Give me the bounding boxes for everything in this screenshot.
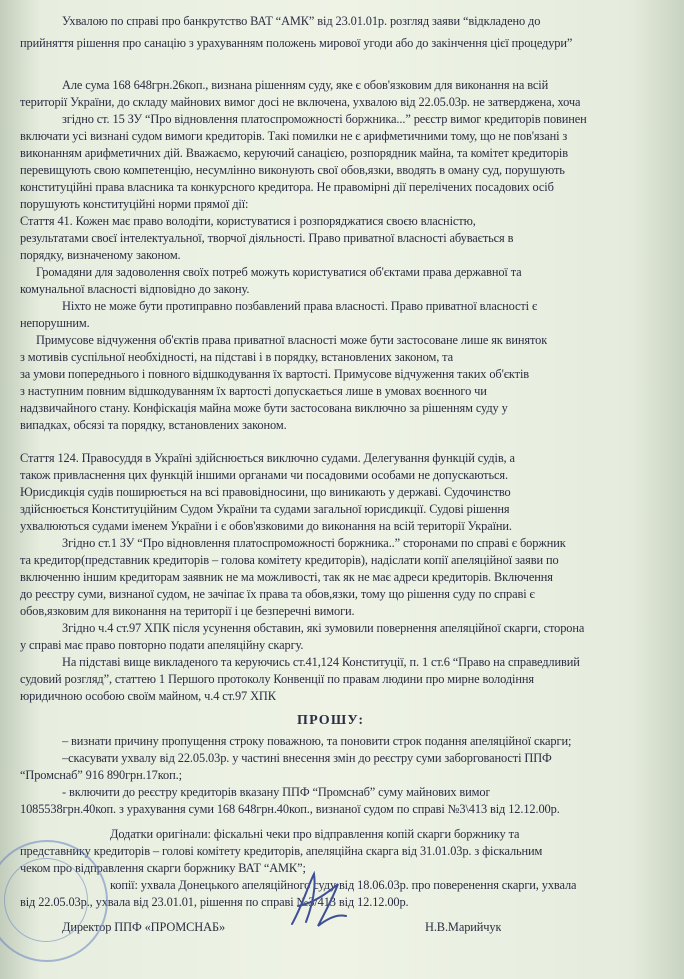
text-line: перевищують свою компетенцію, несумлінно виконують свої обов,язки, вводять в оману суд, порушують	[20, 163, 565, 177]
text-line: Громадяни для задоволення своїх потреб можуть користуватися об'єктами права державної та	[36, 265, 522, 279]
text-line: - включити до реєстру кредиторів вказану ППФ “Промснаб” суму майнових вимог	[62, 785, 491, 799]
text-line: Стаття 124. Правосуддя в Україні здійснюється виключно судами. Делегування функцій судів, а	[20, 451, 515, 465]
signature-director-label: Директор ППФ «ПРОМСНАБ»	[62, 920, 226, 934]
text-line: конституційні права власника та конкурсного кредитора. Не правомірні дії перелічених посадових осіб	[20, 180, 554, 194]
text-line: порядку, визначеному законом.	[20, 248, 181, 262]
text-line: 1085538грн.40коп. з урахування суми 168 648грн.40коп., визнаної судом по справі №3\413 від 12.12.00р.	[20, 802, 560, 816]
text-line: “Промснаб” 916 890грн.17коп.;	[20, 768, 182, 782]
text-line: представнику кредиторів – голові комітету кредиторів, апеляційна скарга від 31.01.03р. з фіскальним	[20, 844, 543, 858]
handwritten-signature	[284, 866, 354, 936]
text-line: порушують конституційні норми прямої дії:	[20, 197, 249, 211]
text-line: На підставі вище викладеного та керуючись ст.41,124 Конституції, п. 1 ст.6 “Право на справедливий	[62, 655, 580, 669]
text-line: Ухвалою по справі про банкрутство ВАТ “АМК” від 23.01.01р. розгляд заяви “відкладено до	[62, 14, 541, 28]
text-line: включати усі визнані судом вимоги кредиторів. Такі помилки не є арифметичними тому, що не пов'язані з	[20, 129, 568, 143]
text-line: Але сума 168 648грн.26коп., визнана рішенням суду, яке є обов'язковим для виконання на всій	[62, 78, 549, 92]
text-line: та кредитор(представник кредиторів – голова комітету кредиторів), надіслати копії апеляційної заяви по	[20, 553, 559, 567]
text-line: за умови попереднього і повного відшкодування їх вартості. Примусове відчуження таких об'єктів	[20, 367, 529, 381]
text-line: з мотивів суспільної необхідності, на підставі і в порядку, встановлених законом, та	[20, 350, 453, 364]
text-line: надзвичайного стану. Конфіскація майна може бути застосована виключно за рішенням суду у	[20, 401, 508, 415]
text-line: непорушним.	[20, 316, 90, 330]
text-line: – визнати причину пропущення строку поважною, та поновити строк подання апеляційної скарги;	[62, 734, 572, 748]
text-line: у справі має право повторно подати апеляційну скаргу.	[20, 638, 304, 652]
text-line: прийняття рішення про санацію з урахуванням положень мирової угоди або до закінчення цієї процедури”	[20, 36, 573, 50]
text-line: результатами своєї інтелектуальної, творчої діяльності. Право приватної власності абувається в	[20, 231, 514, 245]
text-line: Стаття 41. Кожен має право володіти, користуватися і розпоряджатися своєю власністю,	[20, 214, 476, 228]
text-line: копії: ухвала Донецького апеляційного суду від 18.06.03р. про поверенення скарги, ухвала	[110, 878, 577, 892]
text-line: Згідно ч.4 ст.97 ХПК після усунення обставин, які зумовили повернення апеляційної скарги, сторона	[62, 621, 585, 635]
text-line: Юрисдикція судів поширюється на всі правовідносини, що виникають у державі. Судочинство	[20, 485, 511, 499]
text-line: судовий розгляд”, статтею 1 Першого протоколу Конвенції по правам людини про мирне володіння	[20, 672, 534, 686]
text-line: випадках, обсязі та порядку, встановлених законом.	[20, 418, 287, 432]
text-line: також привласнення цих функцій іншими органами чи посадовими особами не допускаються.	[20, 468, 508, 482]
text-line: включенню іншим кредиторам заявник не ма можливості, так як не має адреси кредиторів. Включення	[20, 570, 553, 584]
text-line: чеком про відправлення скарги боржнику ВАТ “АМК”;	[20, 861, 306, 875]
text-line: виконанням арифметичних дій. Вважаємо, керуючий санацією, розпорядник майна, та комітет кредиторів	[20, 146, 568, 160]
text-line: до реєстру суми, визнаної судом, не зачіпає їх права та обов,язки, тому що рішення суду по справі є	[20, 587, 535, 601]
text-line: Ніхто не може бути протиправно позбавлений права власності. Право приватної власності є	[62, 299, 538, 313]
text-line: юридичною особою своїм майном, ч.4 ст.97 ХПК	[20, 689, 276, 703]
text-line: Примусове відчуження об'єктів права приватної власності може бути застосоване лише як виняток	[36, 333, 548, 347]
request-heading: ПРОШУ:	[297, 713, 365, 728]
text-line: з наступним повним відшкодуванням їх вартості допускається лише в умовах воєнного чи	[20, 384, 487, 398]
text-line: здійснюється Конституційним Судом України та судами загальної юрисдикції. Судові рішення	[20, 502, 510, 516]
text-line: комунальної власності відповідно до закону.	[20, 282, 250, 296]
text-line: ухвалюються судами іменем України і є обов'язковими до виконання на всій території України.	[20, 519, 512, 533]
text-line: Згідно ст.1 ЗУ “Про відновлення платоспроможності боржника..” сторонами по справі є боржник	[62, 536, 566, 550]
signatory-name: Н.В.Марийчук	[425, 920, 502, 934]
text-line: –скасувати ухвалу від 22.05.03р. у частині внесення змін до реєстру суми заборгованості ППФ	[62, 751, 552, 765]
text-line: Додатки оригінали: фіскальні чеки про відправлення копій скарги боржнику та	[110, 827, 520, 841]
text-line: згідно ст. 15 ЗУ “Про відновлення платоспроможності боржника...” реєстр вимог кредиторів повинен	[62, 112, 587, 126]
text-line: території України, до складу майнових вимог досі не включена, ухвалою від 22.05.03р. не затверджена, хоча	[20, 95, 581, 109]
text-line: від 22.05.03р., ухвала від 23.01.01, рішення по справі №3/413 від 12.12.00р.	[20, 895, 409, 909]
text-line: обов,язковим для виконання на території і це безперечні вимоги.	[20, 604, 355, 618]
